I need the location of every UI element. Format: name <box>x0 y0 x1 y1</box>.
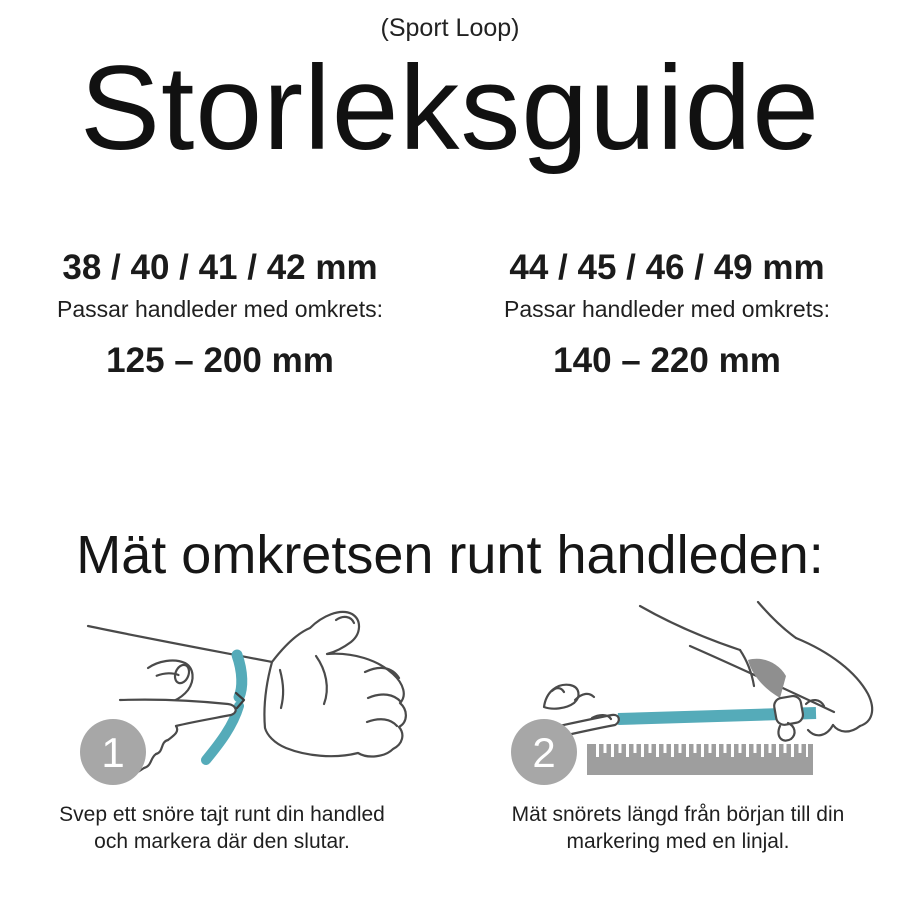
step-caption-2-line2: markering med en linjal. <box>566 830 790 854</box>
case-sizes-small: 38 / 40 / 41 / 42 mm <box>62 248 378 287</box>
size-column-small <box>20 248 420 381</box>
forearm-drawing <box>88 626 272 662</box>
step-caption-2-line1: Mät snörets längd från början till din <box>511 803 845 826</box>
thumb-nail <box>773 695 804 726</box>
size-guide-title: Storleksguide <box>79 41 821 175</box>
size-column-large <box>467 248 867 381</box>
measure-heading: Mät omkretsen runt handleden: <box>76 525 824 585</box>
step-circle-1 <box>80 719 146 785</box>
step-number-2: 2 <box>532 729 556 776</box>
step-caption-1 <box>22 801 422 856</box>
circumference-range-small: 125 – 200 mm <box>106 340 334 380</box>
fist-drawing <box>264 612 405 757</box>
circumference-range-large: 140 – 220 mm <box>553 340 781 380</box>
fits-label-small: Passar handleder med omkrets: <box>57 296 383 323</box>
sport-loop-subtitle: (Sport Loop) <box>380 14 520 42</box>
wrist-string-illustration <box>60 600 420 800</box>
step-caption-1-line1: Svep ett snöre tajt runt din handled <box>59 803 385 826</box>
step-circle-2 <box>511 719 577 785</box>
fits-label-large: Passar handleder med omkrets: <box>504 296 830 323</box>
wrist-string-icon <box>60 600 420 800</box>
step-caption-1-line2: och markera där den slutar. <box>94 830 350 854</box>
string-ruler-illustration <box>490 600 880 800</box>
case-sizes-large: 44 / 45 / 46 / 49 mm <box>509 248 825 287</box>
thumb-shading <box>748 659 786 698</box>
step-number-1: 1 <box>101 729 125 776</box>
string-ruler-icon <box>490 600 880 800</box>
step-caption-2 <box>478 801 878 856</box>
ruler-graphic <box>587 744 813 775</box>
